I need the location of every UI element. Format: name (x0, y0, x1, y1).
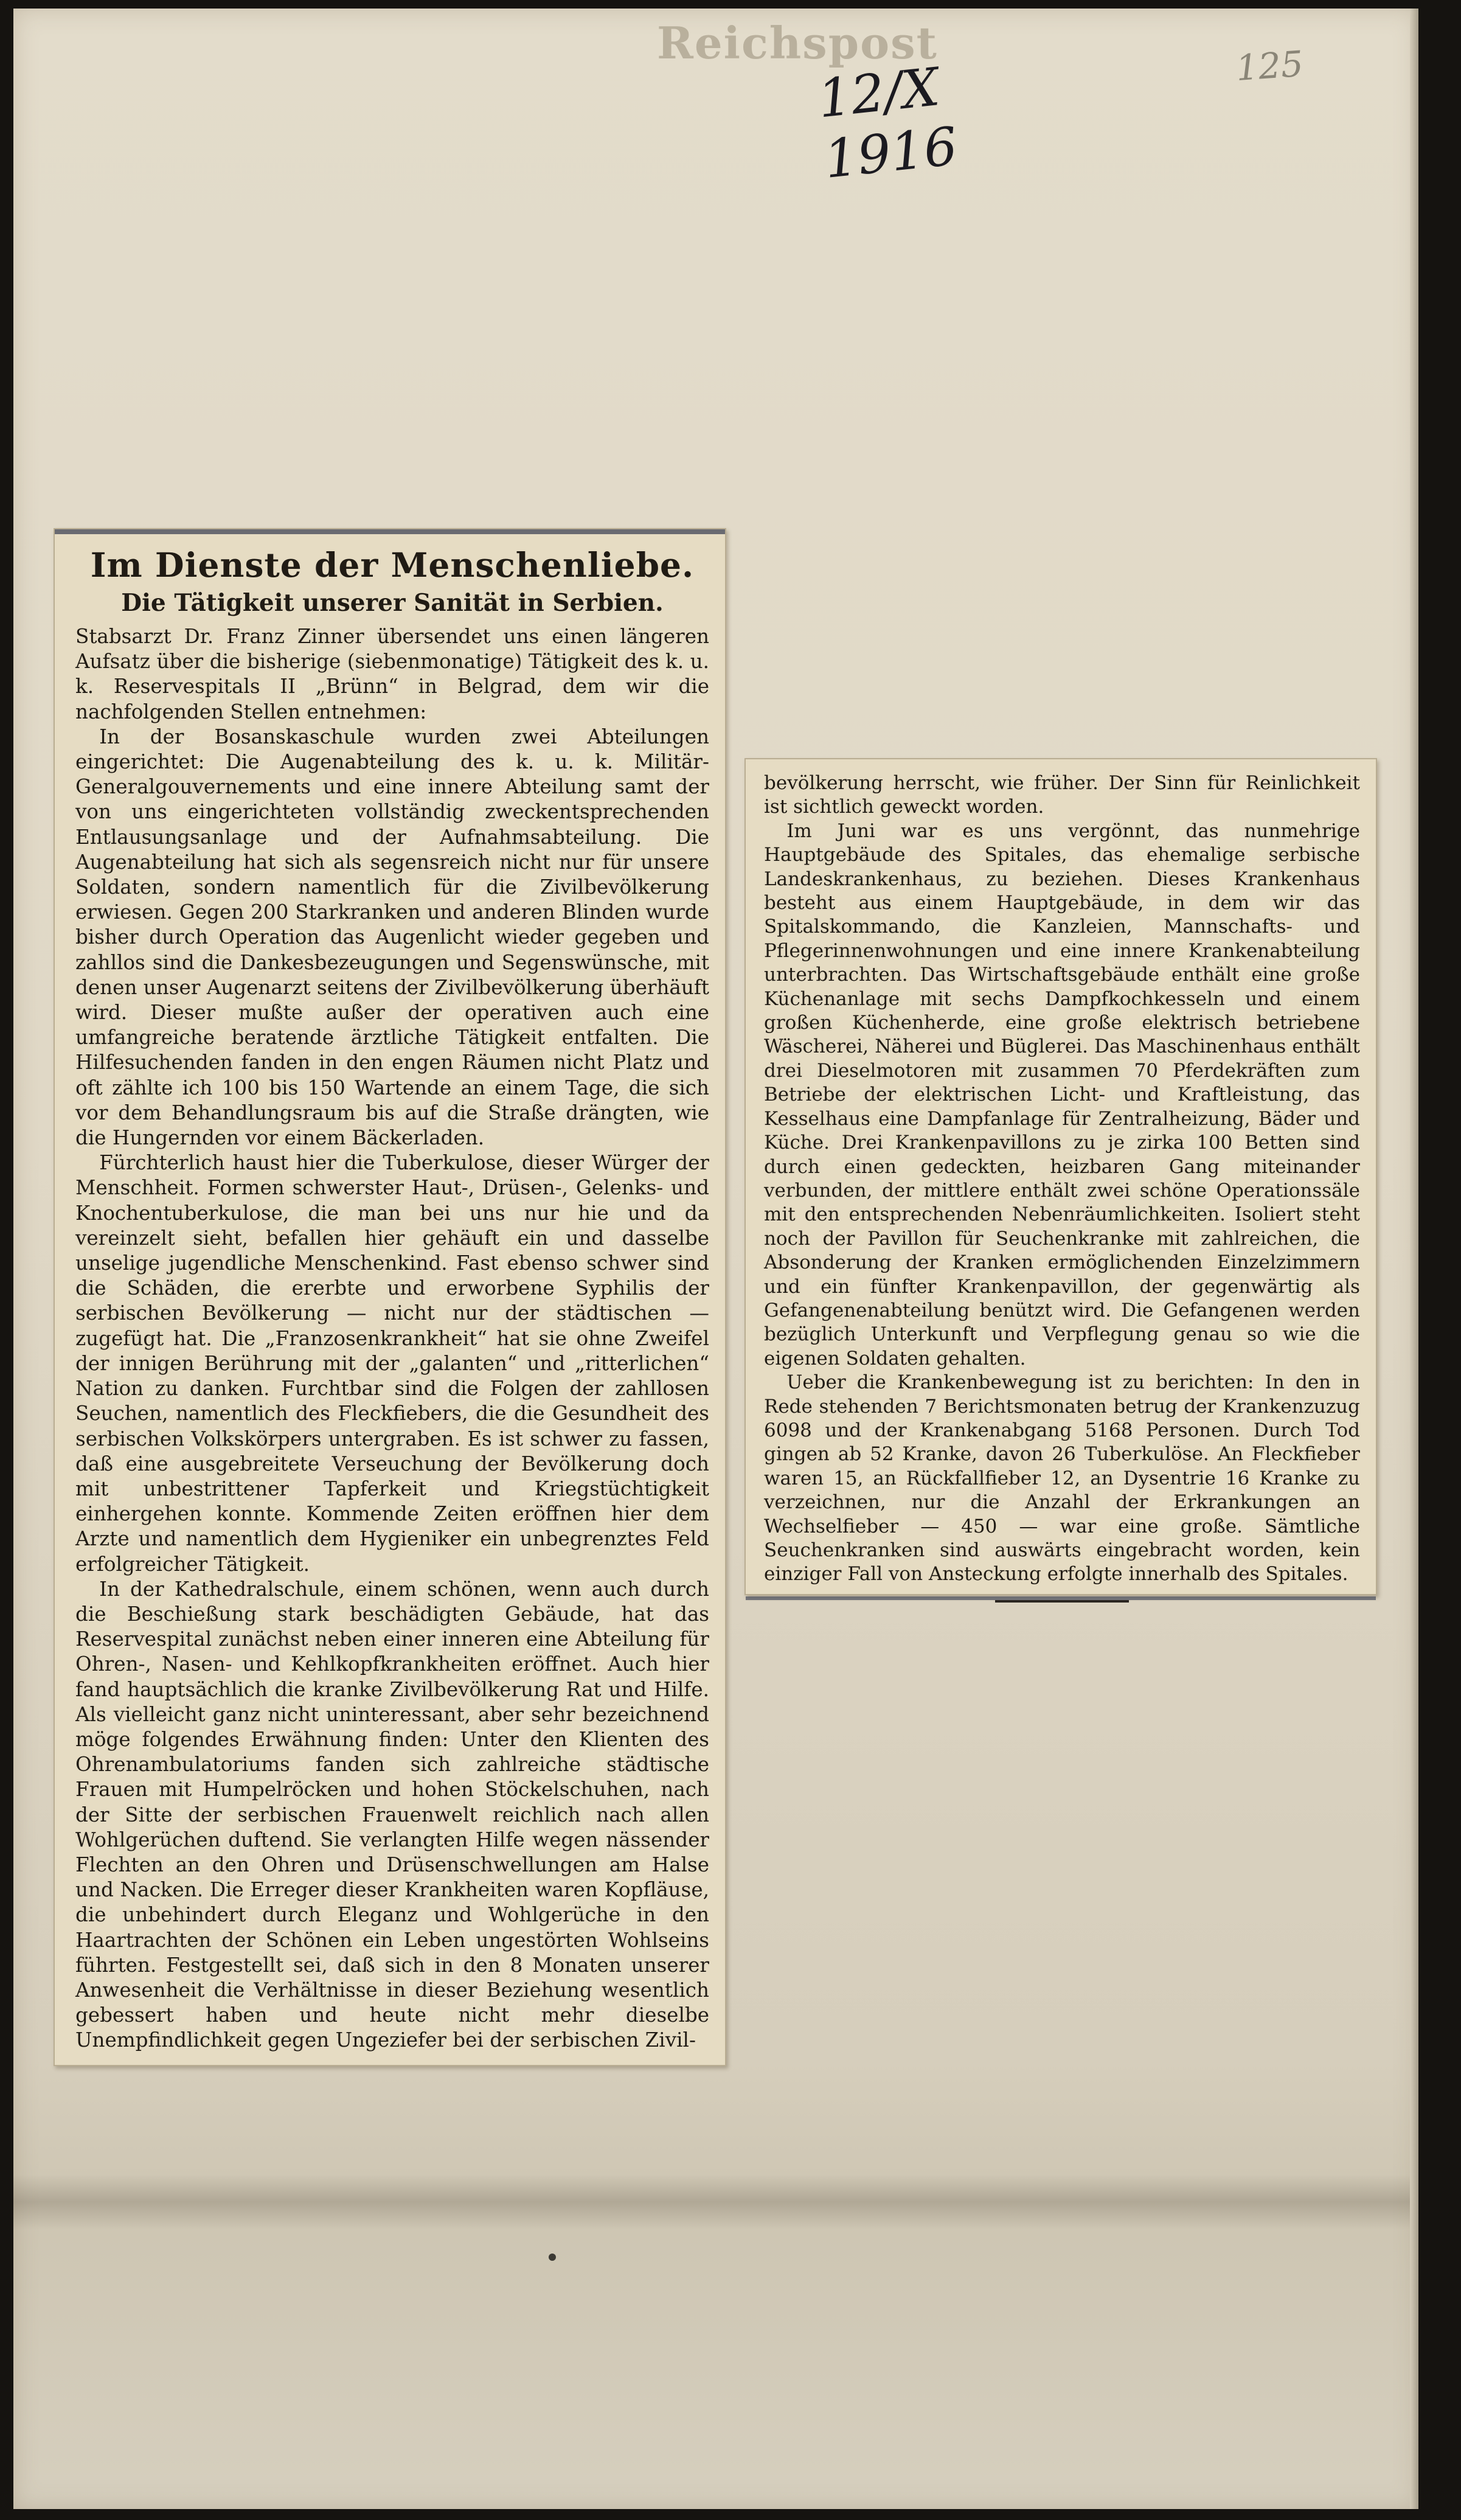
article-end-rule (995, 1600, 1129, 1603)
clipping-top-rule (55, 529, 725, 534)
fold-shadow (13, 2174, 1410, 2229)
clipping-column-1 (54, 528, 726, 2066)
newspaper-stamp: Reichspost (657, 17, 938, 69)
paragraph: In der Kathedralschule, einem schönen, wenn auch durch die Beschießung stark beschädigten Gebäude, hat das Reservespital zunächst neben einer inneren eine Abteilung für Ohren-, Nasen- und Kehlkopfkrankheiten eröffnet. Auch hier fand hauptsächlich die kranke Zivilbevölkerung Rat und Hilfe. Als vielleicht ganz nicht uninteressant, aber sehr bezeichnend möge folgendes Erwähnung finden: Unter den Klienten des Ohrenambulatoriums fanden sich zahlreiche städtische Frauen mit Humpelröcken und hohen Stöckelschuhen, nach der Sitte der serbischen Frauenwelt reichlich nach allen Wohlgerüchen duftend. Sie verlangten Hilfe wegen nässender Flechten an den Ohren und Drüsenschwellungen am Halse und Nacken. Die Erreger dieser Krankheiten waren Kopfläuse, die unbehindert durch Eleganz und Wohlgerüche in den Haartrachten der Schönen ein Leben ungestörten Wohlseins führten. Festgestellt sei, daß sich in den 8 Monaten unserer Anwesenheit die Verhältnisse in dieser Beziehung wesentlich gebessert haben und heute nicht mehr dieselbe Unempfindlichkeit gegen Ungeziefer bei der serbischen Zivil- (75, 1577, 709, 2052)
paragraph: In der Bosanskaschule wurden zwei Abteilungen eingerichtet: Die Augenabteilung des k. u. k. Militär-Generalgouvernements und eine innere Abteilung samt der von uns eingerichteten vollständig zweckentsprechenden Entlausungsanlage und der Aufnahmsabteilung. Die Augenabteilung hat sich als segensreich nicht nur für unsere Soldaten, sondern namentlich für die Zivilbevölkerung erwiesen. Gegen 200 Starkranken und anderen Blinden wurde bisher durch Operation das Augenlicht wieder gegeben und zahllos sind die Dankesbezeugungen und Segenswünsche, mit denen unser Augenarzt seitens der Zivilbevölkerung überhäuft wird. Dieser mußte außer der operativen auch eine umfangreiche beratende ärztliche Tätigkeit entfalten. Die Hilfesuchenden fanden in den engen Räumen nicht Platz und oft zählte ich 100 bis 150 Wartende an einem Tage, die sich vor dem Behandlungsraum bis auf die Straße drängten, wie die Hungernden vor einem Bäckerladen. (75, 725, 709, 1150)
handwritten-page-number: 125 (1234, 43, 1305, 89)
article-subtitle: Die Tätigkeit unserer Sanität in Serbien. (121, 589, 664, 617)
handwritten-date: 12/X 1916 (815, 57, 960, 190)
clipping-column-2 (744, 758, 1377, 1595)
paragraph: Fürchterlich haust hier die Tuberkulose, dieser Würger der Menschheit. Formen schwerster Haut-, Drüsen-, Gelenks- und Knochentuberkulose, die man bei uns nur hie und da vereinzelt sieht, befallen hier gehäuft ein und dasselbe unselige jugendliche Menschenkind. Fast ebenso schwer sind die Schäden, die ererbte und erworbene Syphilis der serbischen Bevölkerung — nicht nur der städtischen — zugefügt hat. Die „Franzosenkrankheit“ hat sie ohne Zweifel der innigen Berührung mit der „galanten“ und „ritterlichen“ Nation zu danken. Furchtbar sind die Folgen der zahllosen Seuchen, namentlich des Fleckfiebers, die die Gesundheit des serbischen Volkskörpers untergraben. Es ist schwer zu fassen, daß eine ausgebreitete Verseuchung der Bevölkerung doch mit unbestrittener Tapferkeit und Kriegstüchtigkeit einhergehen konnte. Kommende Zeiten eröffnen hier dem Arzte und namentlich dem Hygieniker ein unbegrenztes Feld erfolgreicher Tätigkeit. (75, 1151, 709, 1576)
paragraph: Im Juni war es uns vergönnt, das nunmehrige Hauptgebäude des Spitales, das ehemalige serbische Landeskrankenhaus, zu beziehen. Dieses Krankenhaus besteht aus einem Hauptgebäude, in dem wir das Spitalskommando, die Kanzleien, Mannschafts- und Pflegerinnenwohnungen und eine innere Krankenabteilung unterbrachten. Das Wirtschaftsgebäude enthält eine große Küchenanlage mit sechs Dampfkochkesseln und einem großen Küchenherde, eine große elektrisch betriebene Wäscherei, Näherei und Büglerei. Das Maschinenhaus enthält drei Dieselmotoren mit zusammen 70 Pferdekräften zum Betriebe der elektrischen Licht- und Kraftleistung, das Kesselhaus eine Dampfanlage für Zentralheizung, Bäder und Küche. Drei Krankenpavillons zu je zirka 100 Betten sind durch einen gedeckten, heizbaren Gang miteinander verbunden, der mittlere enthält zwei schöne Operationssäle mit den entsprechenden Nebenräumlichkeiten. Isoliert steht noch der Pavillon für Seuchenkranke mit zahlreichen, die Absonderung der Kranken ermöglichenden Einzelzimmern und ein fünfter Krankenpavillon, der gegenwärtig als Gefangenenabteilung benützt wird. Die Gefangenen werden bezüglich Unterkunft und Verpflegung genau so wie die eigenen Soldaten gehalten. (764, 820, 1360, 1370)
column-1-body (75, 624, 709, 2053)
paragraph: Stabsarzt Dr. Franz Zinner übersendet uns einen längeren Aufsatz über die bisherige (siebenmonatige) Tätigkeit des k. u. k. Reservespitals II „Brünn“ in Belgrad, dem wir die nachfolgenden Stellen entnehmen: (75, 625, 709, 723)
article-title: Im Dienste der Menschenliebe. (90, 545, 695, 585)
clipping-bottom-rule (746, 1596, 1376, 1600)
sheet-edge (1410, 9, 1418, 2509)
paper-mark (549, 2254, 556, 2261)
paragraph: Ueber die Krankenbewegung ist zu berichten: In den in Rede stehenden 7 Berichtsmonaten betrug der Krankenzuzug 6098 und der Krankenabgang 5168 Personen. Durch Tod gingen ab 52 Kranke, davon 26 Tuberkulöse. An Fleckfieber waren 15, an Rückfallfieber 12, an Dysentrie 16 Kranke zu verzeichnen, nur die Anzahl der Erkrankungen an Wechselfieber — 450 — war eine große. Sämtliche Seuchenkranken sind auswärts eingebracht worden, kein einziger Fall von Ansteckung erfolgte innerhalb des Spitales. (764, 1371, 1360, 1585)
column-2-body (764, 771, 1360, 1587)
paragraph: bevölkerung herrscht, wie früher. Der Sinn für Reinlichkeit ist sichtlich geweckt worden. (764, 772, 1360, 818)
